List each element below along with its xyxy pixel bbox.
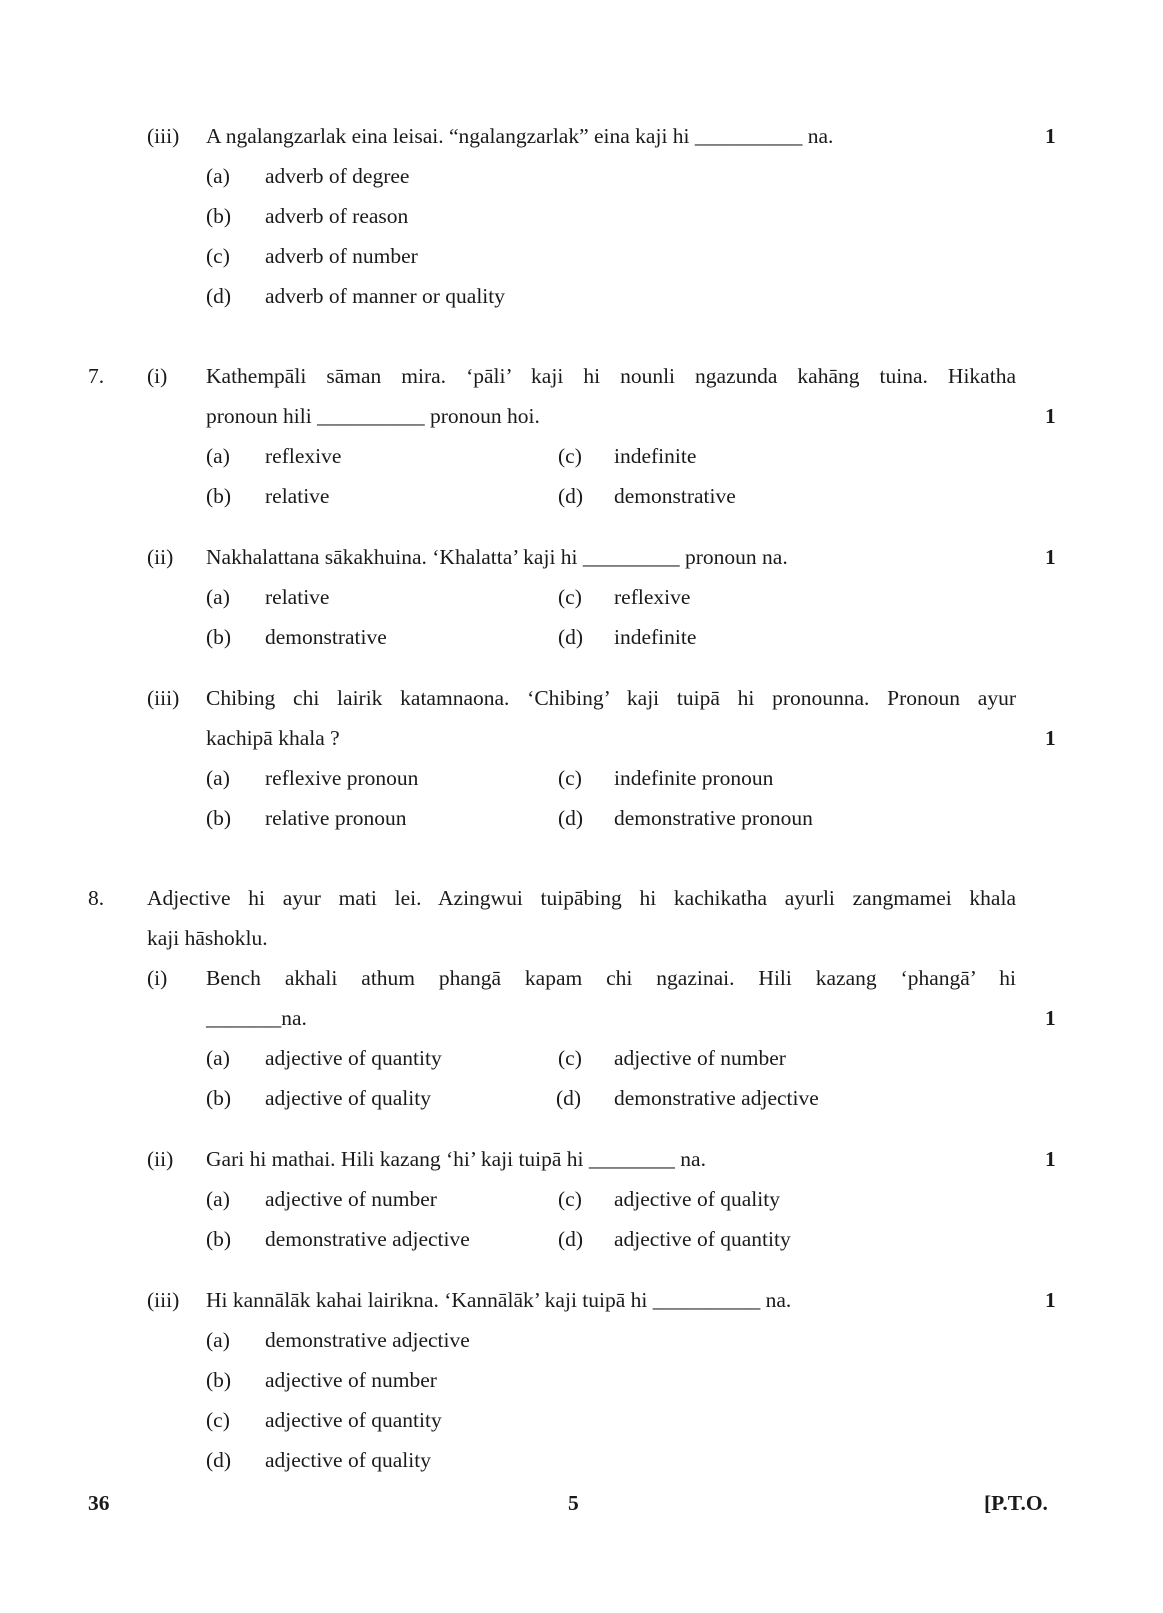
question-text: A ngalangzarlak eina leisai. “ngalangzarlak” eina kaji hi __________ na. (206, 124, 834, 148)
marks: 1 (1045, 726, 1056, 750)
marks: 1 (1045, 545, 1056, 569)
option-text: relative pronoun (265, 806, 407, 830)
question-text: kaji hāshoklu. (147, 926, 268, 950)
option-text: adjective of quality (265, 1448, 431, 1472)
marks: 1 (1045, 124, 1056, 148)
option-letter: (a) (206, 585, 230, 609)
option-letter: (c) (558, 1187, 582, 1211)
option-letter: (d) (206, 1448, 232, 1472)
question-text: pronoun hili __________ pronoun hoi. (206, 404, 540, 428)
option-text: relative (265, 484, 330, 508)
question-text: Hi kannālāk kahai lairikna. ‘Kannālāk’ kaji tuipā hi __________ na. (206, 1288, 792, 1312)
option-letter: (a) (206, 1187, 230, 1211)
question-label: (ii) (147, 545, 174, 569)
question-text: Chibing chi lairik katamnaona. ‘Chibing’ kaji tuipā hi pronounna. Pronoun ayur (206, 686, 1016, 710)
question-text: Kathempāli sāman mira. ‘pāli’ kaji hi nounli ngazunda kahāng tuina. Hikatha (206, 364, 1016, 388)
option-text: reflexive (614, 585, 691, 609)
pto-marker: [P.T.O. (984, 1491, 1048, 1515)
question-number: 8. (88, 886, 105, 910)
option-text: reflexive pronoun (265, 766, 419, 790)
option-text: demonstrative pronoun (614, 806, 813, 830)
question-label: (iii) (147, 1288, 180, 1312)
question-text: Gari hi mathai. Hili kazang ‘hi’ kaji tuipā hi ________ na. (206, 1147, 706, 1171)
option-letter: (b) (206, 1368, 232, 1392)
option-letter: (d) (558, 1227, 584, 1251)
marks: 1 (1045, 404, 1056, 428)
option-letter: (b) (206, 1227, 232, 1251)
option-letter: (d) (558, 484, 584, 508)
option-letter: (a) (206, 164, 230, 188)
option-text: indefinite (614, 625, 697, 649)
option-letter: (c) (206, 244, 230, 268)
option-letter: (a) (206, 766, 230, 790)
option-text: reflexive (265, 444, 342, 468)
option-text: relative (265, 585, 330, 609)
option-letter: (a) (206, 444, 230, 468)
option-text: demonstrative adjective (265, 1227, 470, 1251)
marks: 1 (1045, 1288, 1056, 1312)
question-number: 7. (88, 364, 105, 388)
option-text: adjective of number (265, 1368, 437, 1392)
question-label: (iii) (147, 686, 180, 710)
question-text: Nakhalattana sākakhuina. ‘Khalatta’ kaji hi _________ pronoun na. (206, 545, 788, 569)
option-letter: (d) (558, 806, 584, 830)
option-letter: (b) (206, 484, 232, 508)
marks: 1 (1045, 1147, 1056, 1171)
option-text: demonstrative adjective (265, 1328, 470, 1352)
option-letter: (b) (206, 204, 232, 228)
option-text: adjective of quantity (265, 1046, 442, 1070)
question-label: (i) (147, 364, 168, 388)
option-letter: (b) (206, 625, 232, 649)
option-text: adverb of degree (265, 164, 410, 188)
option-letter: (d) (206, 284, 232, 308)
option-text: adjective of quantity (614, 1227, 791, 1251)
option-text: indefinite (614, 444, 697, 468)
option-text: adjective of number (614, 1046, 786, 1070)
option-text: demonstrative adjective (614, 1086, 819, 1110)
option-letter: (c) (558, 766, 582, 790)
question-text: Bench akhali athum phangā kapam chi ngazinai. Hili kazang ‘phangā’ hi (206, 966, 1016, 990)
option-text: adjective of quantity (265, 1408, 442, 1432)
option-text: indefinite pronoun (614, 766, 774, 790)
question-text: kachipā khala ? (206, 726, 340, 750)
question-text: _______na. (206, 1006, 307, 1030)
option-text: adjective of quality (265, 1086, 431, 1110)
option-letter: (b) (206, 1086, 232, 1110)
option-text: demonstrative (265, 625, 387, 649)
question-text: Adjective hi ayur mati lei. Azingwui tuipābing hi kachikatha ayurli zangmamei khala (147, 886, 1016, 910)
question-label: (i) (147, 966, 168, 990)
option-text: adverb of manner or quality (265, 284, 505, 308)
option-letter: (b) (206, 806, 232, 830)
option-letter: (c) (558, 585, 582, 609)
option-letter: (d) (558, 625, 584, 649)
marks: 1 (1045, 1006, 1056, 1030)
question-label: (ii) (147, 1147, 174, 1171)
option-letter: (c) (206, 1408, 230, 1432)
option-letter: (a) (206, 1046, 230, 1070)
option-text: adjective of number (265, 1187, 437, 1211)
question-label: (iii) (147, 124, 180, 148)
page-number: 5 (568, 1491, 579, 1515)
option-letter: (c) (558, 444, 582, 468)
option-text: adverb of reason (265, 204, 409, 228)
option-letter: (a) (206, 1328, 230, 1352)
option-text: adverb of number (265, 244, 418, 268)
option-letter: (d) (556, 1086, 582, 1110)
paper-code: 36 (88, 1491, 110, 1515)
option-text: demonstrative (614, 484, 736, 508)
option-letter: (c) (558, 1046, 582, 1070)
option-text: adjective of quality (614, 1187, 780, 1211)
